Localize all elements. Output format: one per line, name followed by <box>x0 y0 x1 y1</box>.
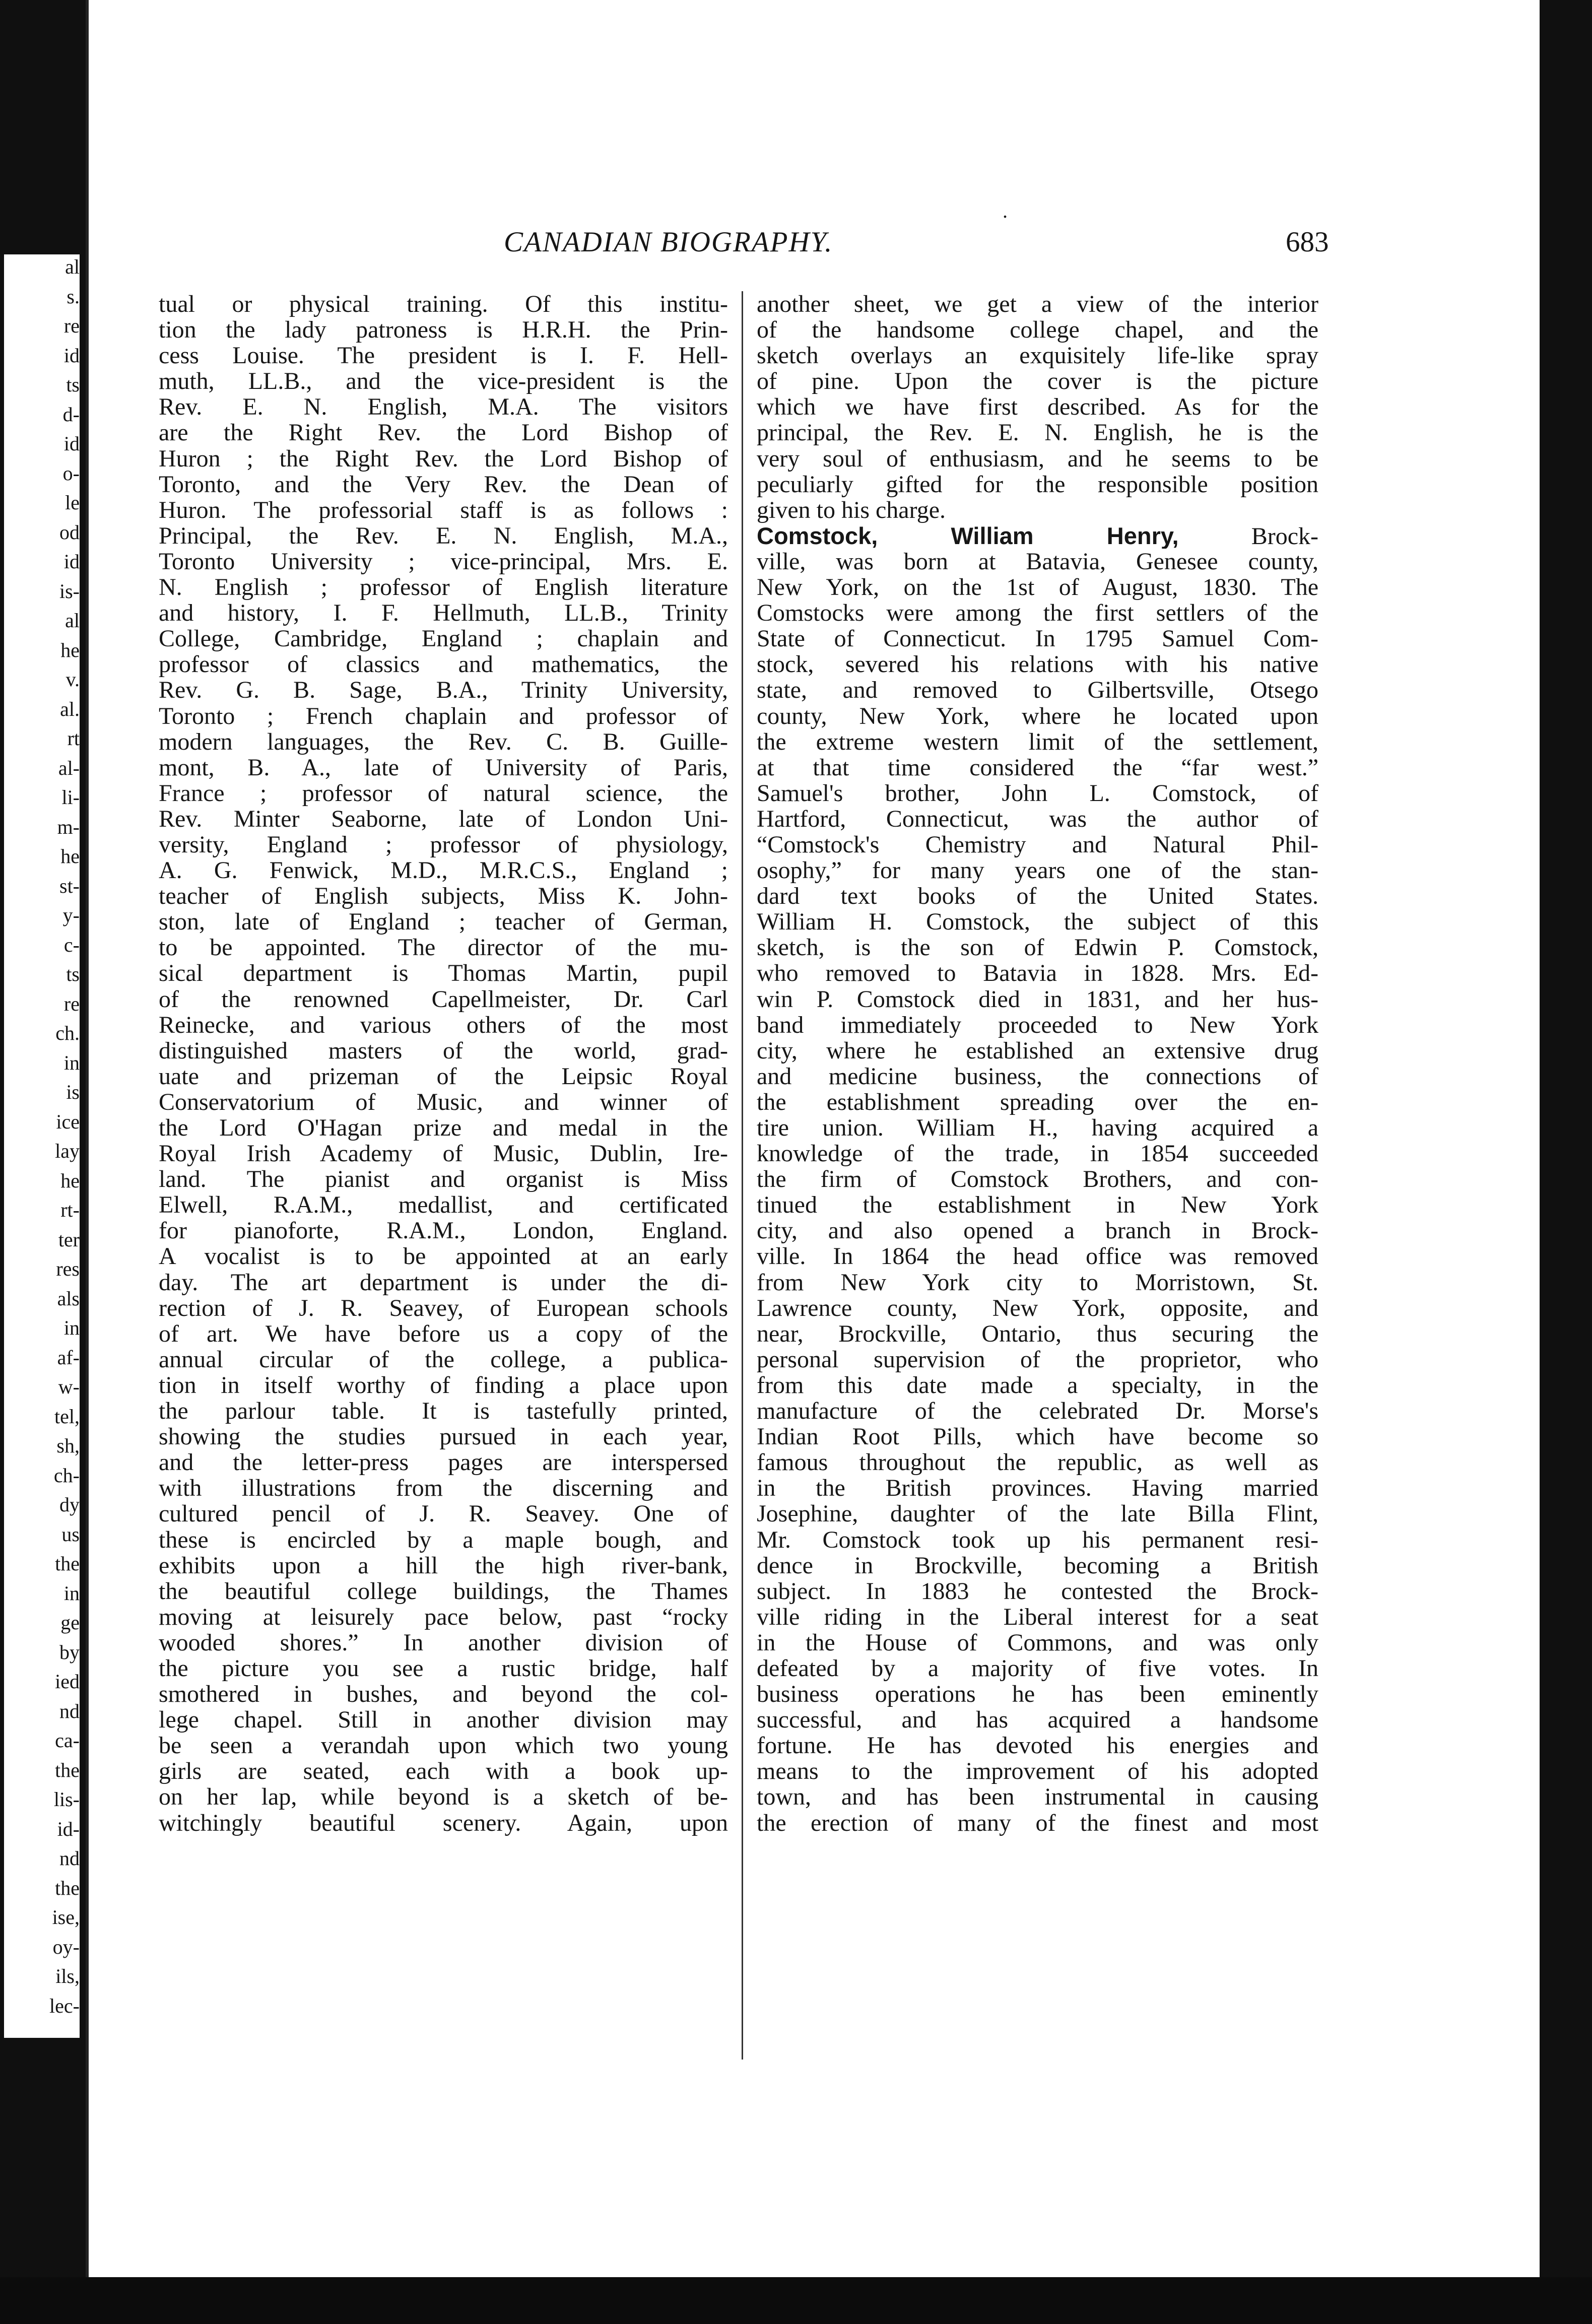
gutter-fragment: ise, <box>52 1906 80 1929</box>
gutter-fragment: ge <box>60 1611 80 1634</box>
gutter-fragment: ied <box>55 1670 80 1693</box>
gutter-fragment: s. <box>67 285 80 308</box>
text-line: N. English ; professor of English literature <box>159 574 728 601</box>
gutter-fragment: ca- <box>55 1729 80 1752</box>
gutter-fragment: the <box>55 1552 80 1575</box>
text-line: the beautiful college buildings, the Thames <box>159 1578 728 1604</box>
gutter-fragment: ts <box>66 963 80 985</box>
gutter-fragment: tel, <box>54 1405 80 1428</box>
text-line: who removed to Batavia in 1828. Mrs. Ed- <box>757 960 1318 986</box>
text-line: state, and removed to Gilbertsville, Otsego <box>757 677 1318 703</box>
gutter-fragment: v. <box>65 668 80 691</box>
text-line: Reinecke, and various others of the most <box>159 1012 728 1038</box>
gutter-fragment: al. <box>60 697 80 720</box>
gutter-fragment: al <box>65 609 80 632</box>
text-line: day. The art department is under the di- <box>159 1269 728 1295</box>
adjacent-page-gutter <box>4 254 80 2038</box>
gutter-fragment: by <box>59 1640 80 1664</box>
text-line: band immediately proceeded to New York <box>757 1012 1318 1038</box>
text-line: ston, late of England ; teacher of German, <box>159 909 728 935</box>
gutter-fragment: lay <box>55 1140 80 1162</box>
gutter-fragment: res <box>56 1257 80 1280</box>
text-line: wooded shores.” In another division of <box>159 1629 728 1655</box>
text-line: Rev. E. N. English, M.A. The visitors <box>159 394 728 420</box>
text-line: of the renowned Capellmeister, Dr. Carl <box>159 986 728 1012</box>
gutter-fragment: is- <box>59 579 80 603</box>
text-line: Mr. Comstock took up his permanent resi- <box>757 1526 1318 1553</box>
text-line: versity, England ; professor of physiology, <box>159 831 728 858</box>
gutter-fragment: y- <box>62 904 80 926</box>
text-line: town, and has been instrumental in causing <box>757 1784 1318 1810</box>
text-line: the firm of Comstock Brothers, and con- <box>757 1166 1318 1192</box>
text-line: teacher of English subjects, Miss K. John- <box>159 883 728 909</box>
text-line: Comstocks were among the first settlers of the <box>757 600 1318 626</box>
text-line: of pine. Upon the cover is the picture <box>757 368 1318 394</box>
text-line: tire union. William H., having acquired a <box>757 1115 1318 1141</box>
text-line: Rev. G. B. Sage, B.A., Trinity University, <box>159 677 728 703</box>
text-line: peculiarly gifted for the responsible position <box>757 471 1318 497</box>
text-line: subject. In 1883 he contested the Brock- <box>757 1578 1318 1604</box>
text-line: College, Cambridge, England ; chaplain and <box>159 626 728 652</box>
text-line: cultured pencil of J. R. Seavey. One of <box>159 1501 728 1527</box>
text-line: be seen a verandah upon which two young <box>159 1733 728 1759</box>
text-line: land. The pianist and organist is Miss <box>159 1166 728 1192</box>
text-line: Samuel's brother, John L. Comstock, of <box>757 780 1318 806</box>
gutter-fragment: the <box>55 1876 80 1899</box>
text-line: Rev. Minter Seaborne, late of London Uni- <box>159 806 728 832</box>
text-line: ville. In 1864 the head office was removed <box>757 1243 1318 1270</box>
entry-heading-rest: Brock- <box>1178 522 1318 549</box>
gutter-fragment: al- <box>58 756 80 779</box>
gutter-fragment: li- <box>61 786 80 809</box>
gutter-fragment: o- <box>62 461 80 485</box>
gutter-fragment: ter <box>58 1228 80 1251</box>
text-line: are the Right Rev. the Lord Bishop of <box>159 420 728 446</box>
gutter-fragment: ice <box>56 1110 80 1133</box>
text-line: dard text books of the United States. <box>757 883 1318 909</box>
text-line: business operations he has been eminently <box>757 1681 1318 1707</box>
scan-border <box>0 2277 1592 2324</box>
text-line: the establishment spreading over the en- <box>757 1089 1318 1115</box>
text-line: city, and also opened a branch in Brock- <box>757 1218 1318 1244</box>
gutter-fragment: dy <box>59 1493 80 1516</box>
text-line: Josephine, daughter of the late Billa Flint, <box>757 1501 1318 1527</box>
gutter-fragment: id- <box>57 1817 80 1840</box>
gutter-fragment: rt <box>67 727 80 750</box>
gutter-fragment: he <box>60 1169 80 1192</box>
text-line: sical department is Thomas Martin, pupil <box>159 960 728 986</box>
gutter-fragment: us <box>61 1522 80 1546</box>
text-line: the extreme western limit of the settlement, <box>757 728 1318 755</box>
text-line: very soul of enthusiasm, and he seems to be <box>757 445 1318 472</box>
entry-name: Comstock, William Henry, <box>757 522 1179 549</box>
gutter-fragment: in <box>63 1316 80 1339</box>
text-line: with illustrations from the discerning and <box>159 1475 728 1501</box>
text-line: to be appointed. The director of the mu- <box>159 935 728 961</box>
text-line: moving at leisurely pace below, past “rocky <box>159 1604 728 1630</box>
text-line: State of Connecticut. In 1795 Samuel Com- <box>757 626 1318 652</box>
text-line: A vocalist is to be appointed at an early <box>159 1243 728 1270</box>
text-line: dence in Brockville, becoming a British <box>757 1552 1318 1578</box>
gutter-fragment: id <box>63 432 80 455</box>
gutter-fragment: ts <box>66 373 80 396</box>
gutter-fragment: he <box>60 638 80 661</box>
text-line: in the House of Commons, and was only <box>757 1629 1318 1655</box>
left-column <box>159 291 728 2060</box>
page-number: 683 <box>1286 226 1329 258</box>
text-line: osophy,” for many years one of the stan- <box>757 857 1318 884</box>
text-line: tion the lady patroness is H.R.H. the Prin- <box>159 317 728 343</box>
column-rule <box>742 291 743 2060</box>
gutter-fragment: nd <box>59 1699 80 1722</box>
text-line: cess Louise. The president is I. F. Hell- <box>159 343 728 369</box>
gutter-fragment: re <box>63 992 80 1015</box>
gutter-fragment: als <box>57 1287 80 1310</box>
text-line: from New York city to Morristown, St. <box>757 1269 1318 1295</box>
text-line: another sheet, we get a view of the interior <box>757 291 1318 317</box>
text-line: ville riding in the Liberal interest for a seat <box>757 1604 1318 1630</box>
text-line: professor of classics and mathematics, the <box>159 651 728 678</box>
text-line: tual or physical training. Of this institu- <box>159 291 728 317</box>
text-line: means to the improvement of his adopted <box>757 1758 1318 1784</box>
text-line: Elwell, R.A.M., medallist, and certificated <box>159 1192 728 1218</box>
gutter-fragment: sh, <box>56 1434 80 1457</box>
text-line: Conservatorium of Music, and winner of <box>159 1089 728 1115</box>
text-line: sketch, is the son of Edwin P. Comstock, <box>757 935 1318 961</box>
gutter-fragment: in <box>63 1581 80 1605</box>
gutter-fragment: le <box>65 491 80 514</box>
gutter-fragment: in <box>63 1051 80 1074</box>
text-line: and history, I. F. Hellmuth, LL.B., Trinity <box>159 600 728 626</box>
text-line: muth, LL.B., and the vice-president is the <box>159 368 728 394</box>
text-line: successful, and has acquired a handsome <box>757 1707 1318 1733</box>
text-line: exhibits upon a hill the high river-bank, <box>159 1552 728 1578</box>
text-line: city, where he established an extensive drug <box>757 1037 1318 1064</box>
text-line: smothered in bushes, and beyond the col- <box>159 1681 728 1707</box>
text-line: manufacture of the celebrated Dr. Morse's <box>757 1398 1318 1424</box>
text-line: Huron ; the Right Rev. the Lord Bishop of <box>159 445 728 472</box>
text-line: and medicine business, the connections of <box>757 1063 1318 1089</box>
gutter-fragment: he <box>60 845 80 868</box>
text-line: William H. Comstock, the subject of this <box>757 909 1318 935</box>
text-line: stock, severed his relations with his native <box>757 651 1318 678</box>
gutter-fragment: ils, <box>55 1965 80 1987</box>
gutter-fragment: is <box>66 1081 80 1103</box>
text-line: at that time considered the “far west.” <box>757 754 1318 780</box>
text-line: uate and prizeman of the Leipsic Royal <box>159 1063 728 1089</box>
text-line: tinued the establishment in New York <box>757 1192 1318 1218</box>
text-line: “Comstock's Chemistry and Natural Phil- <box>757 831 1318 858</box>
text-line: famous throughout the republic, as well as <box>757 1449 1318 1476</box>
gutter-fragment: lis- <box>53 1788 80 1811</box>
gutter-fragment: d- <box>62 403 80 426</box>
right-column <box>757 291 1318 2060</box>
text-line: on her lap, while beyond is a sketch of be- <box>159 1784 728 1810</box>
gutter-fragment: af- <box>57 1346 80 1369</box>
text-line: New York, on the 1st of August, 1830. The <box>757 574 1318 601</box>
gutter-fragment: c- <box>63 933 80 956</box>
gutter-fragment: w- <box>58 1375 80 1398</box>
gutter-fragment: st- <box>59 874 80 897</box>
text-line: knowledge of the trade, in 1854 succeeded <box>757 1141 1318 1167</box>
text-line: mont, B. A., late of University of Paris, <box>159 754 728 780</box>
text-line: for pianoforte, R.A.M., London, England. <box>159 1218 728 1244</box>
text-line: of the handsome college chapel, and the <box>757 317 1318 343</box>
text-line: county, New York, where he located upon <box>757 703 1318 729</box>
text-line: showing the studies pursued in each year, <box>159 1424 728 1450</box>
text-line: lege chapel. Still in another division may <box>159 1707 728 1733</box>
text-line: the parlour table. It is tastefully printed, <box>159 1398 728 1424</box>
text-line: from this date made a specialty, in the <box>757 1372 1318 1399</box>
text-line: the picture you see a rustic bridge, half <box>159 1655 728 1682</box>
text-line: in the British provinces. Having married <box>757 1475 1318 1501</box>
text-line: Huron. The professorial staff is as follows : <box>159 497 728 523</box>
gutter-fragment: oy- <box>52 1935 80 1958</box>
gutter-fragment: lec- <box>49 1994 80 2017</box>
page-mark: . <box>1003 200 1008 222</box>
text-line: ville, was born at Batavia, Genesee county, <box>757 548 1318 575</box>
text-line: defeated by a majority of five votes. In <box>757 1655 1318 1682</box>
text-line: these is encircled by a maple bough, and <box>159 1526 728 1553</box>
gutter-fragment: al <box>65 255 80 278</box>
text-line: of art. We have before us a copy of the <box>159 1320 728 1347</box>
running-header: CANADIAN BIOGRAPHY. <box>504 226 833 258</box>
gutter-fragment: id <box>63 344 80 367</box>
text-line: girls are seated, each with a book up- <box>159 1758 728 1784</box>
text-line: near, Brockville, Ontario, thus securing the <box>757 1320 1318 1347</box>
text-line: A. G. Fenwick, M.D., M.R.C.S., England ; <box>159 857 728 884</box>
text-line: distinguished masters of the world, grad- <box>159 1037 728 1064</box>
text-line: Toronto, and the Very Rev. the Dean of <box>159 471 728 497</box>
text-line: Toronto University ; vice-principal, Mrs. E. <box>159 548 728 575</box>
text-line: win P. Comstock died in 1831, and her hus- <box>757 986 1318 1012</box>
gutter-fragment: ch- <box>53 1464 80 1487</box>
text-line: sketch overlays an exquisitely life-like spray <box>757 343 1318 369</box>
text-line: rection of J. R. Seavey, of European schools <box>159 1295 728 1321</box>
text-line: which we have first described. As for the <box>757 394 1318 420</box>
text-line: the erection of many of the finest and most <box>757 1810 1318 1836</box>
gutter-fragment: rt- <box>60 1199 80 1221</box>
text-line: annual circular of the college, a publica- <box>159 1346 728 1372</box>
gutter-fragment: id <box>63 550 80 573</box>
text-line: Hartford, Connecticut, was the author of <box>757 806 1318 832</box>
gutter-fragment: the <box>55 1758 80 1781</box>
text-line: the Lord O'Hagan prize and medal in the <box>159 1115 728 1141</box>
text-line: witchingly beautiful scenery. Again, upon <box>159 1810 728 1836</box>
text-line: modern languages, the Rev. C. B. Guille- <box>159 728 728 755</box>
gutter-fragment: nd <box>59 1847 80 1870</box>
entry-heading-line <box>757 523 1318 549</box>
gutter-fragment: m- <box>57 815 80 838</box>
text-line: Indian Root Pills, which have become so <box>757 1424 1318 1450</box>
text-line: given to his charge. <box>757 497 946 523</box>
text-line: Principal, the Rev. E. N. English, M.A., <box>159 522 728 549</box>
gutter-fragment: ch. <box>55 1022 80 1044</box>
text-line: personal supervision of the proprietor, who <box>757 1346 1318 1372</box>
gutter-fragment: re <box>63 314 80 337</box>
text-line: tion in itself worthy of finding a place upon <box>159 1372 728 1399</box>
text-line: France ; professor of natural science, the <box>159 780 728 806</box>
text-line: Lawrence county, New York, opposite, and <box>757 1295 1318 1321</box>
text-line: fortune. He has devoted his energies and <box>757 1733 1318 1759</box>
text-line: Toronto ; French chaplain and professor of <box>159 703 728 729</box>
text-line: Royal Irish Academy of Music, Dublin, Ire- <box>159 1141 728 1167</box>
gutter-fragment: od <box>59 520 80 544</box>
text-line: and the letter-press pages are interspersed <box>159 1449 728 1476</box>
text-line: principal, the Rev. E. N. English, he is the <box>757 420 1318 446</box>
